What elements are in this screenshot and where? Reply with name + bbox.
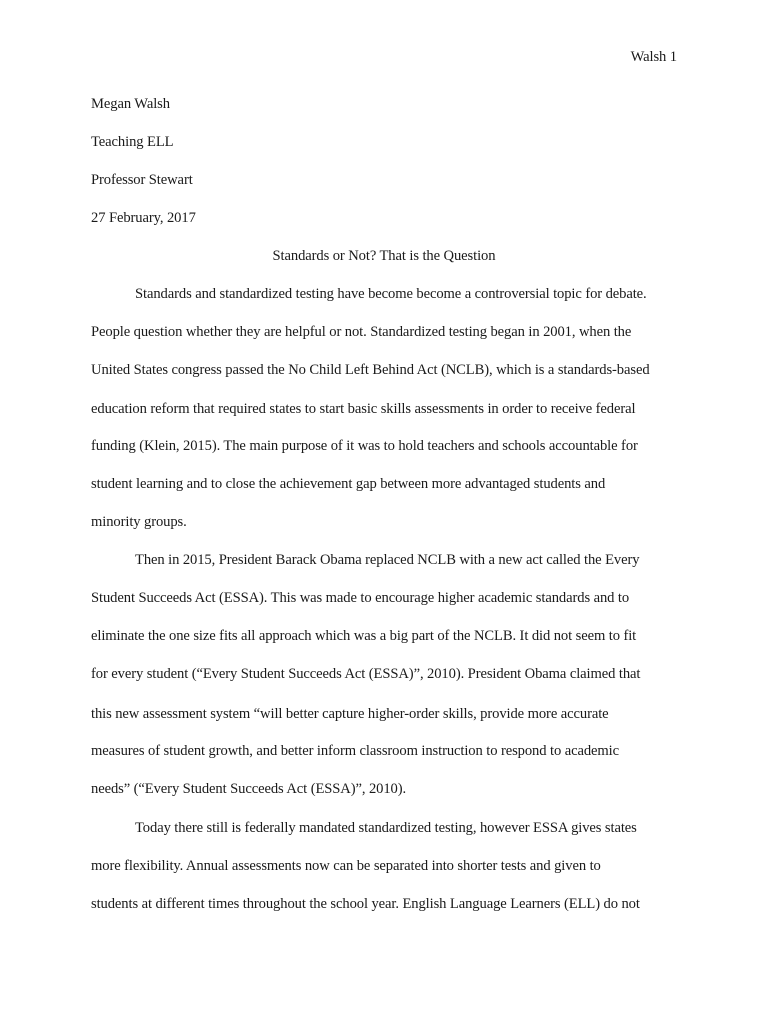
paragraph-2-line-2: Student Succeeds Act (ESSA). This was made to encourage higher academic standards and to bbox=[91, 590, 630, 606]
course-name: Teaching ELL bbox=[91, 134, 174, 150]
paragraph-2-line-7: needs” (“Every Student Succeeds Act (ESSA)”, 2010). bbox=[91, 781, 407, 797]
paragraph-2-line-6: measures of student growth, and better inform classroom instruction to respond to academic bbox=[91, 743, 619, 759]
professor-name: Professor Stewart bbox=[91, 172, 193, 188]
paragraph-1-line-4: education reform that required states to start basic skills assessments in order to receive federal bbox=[91, 401, 636, 417]
paragraph-3-line-1: Today there still is federally mandated standardized testing, however ESSA gives states bbox=[135, 820, 637, 836]
paragraph-2-line-3: eliminate the one size fits all approach which was a big part of the NCLB. It did not seem to fit bbox=[91, 628, 637, 644]
paragraph-1-line-2: People question whether they are helpful or not. Standardized testing began in 2001, when the bbox=[91, 324, 632, 340]
author-name: Megan Walsh bbox=[91, 96, 170, 112]
paper-title: Standards or Not? That is the Question bbox=[272, 248, 496, 264]
paragraph-2-line-5: this new assessment system “will better capture higher-order skills, provide more accurate bbox=[91, 706, 609, 722]
paragraph-3-line-3: students at different times throughout the school year. English Language Learners (ELL) do not bbox=[91, 896, 640, 912]
paragraph-1-line-1: Standards and standardized testing have become become a controversial topic for debate. bbox=[135, 286, 647, 302]
paragraph-3-line-2: more flexibility. Annual assessments now can be separated into shorter tests and given to bbox=[91, 858, 601, 874]
paragraph-2-line-4: for every student (“Every Student Succeeds Act (ESSA)”, 2010). President Obama claimed that bbox=[91, 666, 641, 682]
paper-date: 27 February, 2017 bbox=[91, 210, 196, 226]
paragraph-2-line-1: Then in 2015, President Barack Obama replaced NCLB with a new act called the Every bbox=[135, 552, 640, 568]
paragraph-1-line-3: United States congress passed the No Child Left Behind Act (NCLB), which is a standards-based bbox=[91, 362, 650, 378]
paragraph-1-line-7: minority groups. bbox=[91, 514, 187, 530]
paragraph-1-line-5: funding (Klein, 2015). The main purpose of it was to hold teachers and schools accountable for bbox=[91, 438, 638, 454]
running-head: Walsh 1 bbox=[630, 49, 677, 65]
paragraph-1-line-6: student learning and to close the achievement gap between more advantaged students and bbox=[91, 476, 606, 492]
